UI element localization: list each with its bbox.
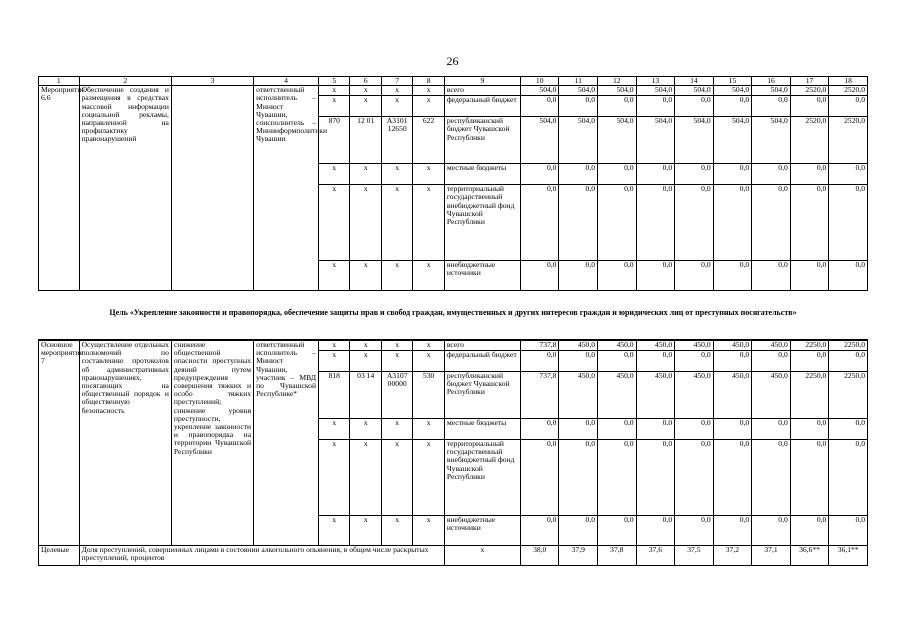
amount-cell: 0,0	[752, 351, 791, 372]
admin-code-cell: x	[319, 86, 350, 96]
expense-type-cell: x	[413, 516, 444, 546]
amount-cell: 450,0	[675, 341, 714, 351]
target-value-cell: 36,1**	[829, 546, 868, 566]
amount-cell: 0,0	[598, 185, 637, 261]
amount-cell: 0,0	[713, 419, 752, 440]
amount-cell: 450,0	[752, 341, 791, 351]
amount-cell: 504,0	[713, 86, 752, 96]
target-label-cell: Целевые	[39, 546, 80, 566]
amount-cell: 0,0	[790, 440, 829, 516]
admin-code-cell: x	[319, 341, 350, 351]
amount-cell: 0,0	[790, 261, 829, 291]
amount-cell: 0,0	[752, 440, 791, 516]
event-name-cell: Осуществление отдельных полномочий по составлению протоколов об административных правонарушениях, посягающих на общественный порядок и общественную безопасность	[79, 341, 171, 546]
section-code-cell: x	[350, 185, 381, 261]
amount-cell: 2520,0	[790, 86, 829, 96]
amount-cell: 2520,0	[829, 117, 868, 164]
amount-cell: 0,0	[675, 440, 714, 516]
amount-cell: 0,0	[675, 164, 714, 185]
amount-cell: 504,0	[559, 86, 598, 96]
amount-cell: 0,0	[752, 185, 791, 261]
target-description-cell: Доля преступлений, совершенных лицами в состоянии алкогольного опьянения, в общем числе раскрытых преступлений, процентов	[79, 546, 444, 566]
page-number: 26	[446, 54, 459, 68]
amount-cell: 504,0	[598, 117, 637, 164]
amount-cell: 0,0	[713, 185, 752, 261]
amount-cell: 504,0	[520, 86, 559, 96]
amount-cell: 0,0	[752, 96, 791, 117]
target-article-cell: А3101 12650	[381, 117, 412, 164]
funding-source-cell: всего	[444, 341, 520, 351]
column-number-cell: 3	[171, 77, 253, 86]
funding-source-cell: территориальный государственный внебюджетный фонд Чувашской Республики	[444, 440, 520, 516]
section-code-cell: x	[350, 419, 381, 440]
amount-cell: 0,0	[598, 351, 637, 372]
column-number-cell: 17	[790, 77, 829, 86]
column-number-cell: 1	[39, 77, 80, 86]
amount-cell: 450,0	[713, 372, 752, 419]
column-number-cell: 18	[829, 77, 868, 86]
target-value-cell: 36,6**	[790, 546, 829, 566]
amount-cell: 0,0	[598, 440, 637, 516]
amount-cell: 0,0	[636, 440, 675, 516]
amount-cell: 0,0	[829, 351, 868, 372]
goal-heading: Цель «Укрепление законности и правопорядка, обеспечение защиты прав и свобод граждан, имущественных и других интересов граждан и юридических лиц от преступных посягательств»	[109, 308, 797, 317]
section-code-cell: x	[350, 351, 381, 372]
column-number-cell: 5	[319, 77, 350, 86]
amount-cell: 0,0	[559, 164, 598, 185]
target-value-cell: 37,1	[752, 546, 791, 566]
amount-cell: 0,0	[520, 351, 559, 372]
event-number-cell: Мероприятие 6.6	[39, 86, 80, 291]
funding-source-cell: федеральный бюджет	[444, 351, 520, 372]
amount-cell: 0,0	[520, 164, 559, 185]
amount-cell: 504,0	[675, 117, 714, 164]
amount-cell: 0,0	[520, 185, 559, 261]
expense-type-cell: x	[413, 261, 444, 291]
amount-cell: 450,0	[713, 341, 752, 351]
amount-cell: 0,0	[829, 261, 868, 291]
admin-code-cell: 870	[319, 117, 350, 164]
admin-code-cell: x	[319, 261, 350, 291]
amount-cell: 0,0	[675, 419, 714, 440]
section-code-cell: x	[350, 516, 381, 546]
amount-cell: 504,0	[598, 86, 637, 96]
target-x-cell: x	[444, 546, 520, 566]
amount-cell: 2250,0	[829, 341, 868, 351]
amount-cell: 0,0	[675, 185, 714, 261]
amount-cell: 450,0	[598, 341, 637, 351]
amount-cell: 0,0	[829, 185, 868, 261]
amount-cell: 0,0	[598, 419, 637, 440]
expense-type-cell: 530	[413, 372, 444, 419]
amount-cell: 450,0	[559, 341, 598, 351]
expense-type-cell: x	[413, 86, 444, 96]
amount-cell: 0,0	[520, 440, 559, 516]
target-value-cell: 38,0	[520, 546, 559, 566]
admin-code-cell: x	[319, 440, 350, 516]
section-code-cell: x	[350, 96, 381, 117]
column-number-cell: 6	[350, 77, 381, 86]
amount-cell: 0,0	[713, 96, 752, 117]
amount-cell: 0,0	[520, 96, 559, 117]
amount-cell: 0,0	[636, 164, 675, 185]
target-article-cell: x	[381, 516, 412, 546]
amount-cell: 450,0	[598, 372, 637, 419]
column-number-cell: 11	[559, 77, 598, 86]
target-article-cell: x	[381, 440, 412, 516]
event-name-cell: Обеспечение создания и размещения в средствах массовой информации социальной рекламы, направленной на профилактику правонарушений	[79, 86, 171, 291]
amount-cell: 0,0	[829, 516, 868, 546]
funding-source-cell: всего	[444, 86, 520, 96]
funding-source-cell: местные бюджеты	[444, 419, 520, 440]
section-code-cell: x	[350, 164, 381, 185]
funding-source-cell: территориальный государственный внебюджетный фонд Чувашской Республики	[444, 185, 520, 261]
funding-source-cell: республиканский бюджет Чувашской Республики	[444, 117, 520, 164]
amount-cell: 0,0	[675, 516, 714, 546]
amount-cell: 0,0	[829, 164, 868, 185]
amount-cell: 504,0	[636, 117, 675, 164]
amount-cell: 2250,0	[790, 372, 829, 419]
amount-cell: 0,0	[829, 419, 868, 440]
expense-type-cell: 622	[413, 117, 444, 164]
column-number-cell: 13	[636, 77, 675, 86]
amount-cell: 0,0	[598, 96, 637, 117]
program-table-2	[38, 340, 868, 566]
program-table-1	[38, 76, 868, 291]
funding-source-cell: внебюджетные источники	[444, 516, 520, 546]
amount-cell: 0,0	[790, 96, 829, 117]
amount-cell: 504,0	[675, 86, 714, 96]
section-code-cell: x	[350, 86, 381, 96]
column-number-cell: 14	[675, 77, 714, 86]
target-indicator-row	[39, 546, 868, 566]
amount-cell: 0,0	[598, 164, 637, 185]
admin-code-cell: x	[319, 164, 350, 185]
amount-cell: 2520,0	[829, 86, 868, 96]
amount-cell: 0,0	[520, 419, 559, 440]
column-number-cell: 10	[520, 77, 559, 86]
amount-cell: 0,0	[559, 261, 598, 291]
amount-cell: 0,0	[675, 96, 714, 117]
amount-cell: 0,0	[790, 164, 829, 185]
expense-type-cell: x	[413, 185, 444, 261]
amount-cell: 504,0	[752, 117, 791, 164]
target-article-cell: x	[381, 419, 412, 440]
amount-cell: 737,8	[520, 372, 559, 419]
section-code-cell: x	[350, 261, 381, 291]
amount-cell: 0,0	[636, 96, 675, 117]
amount-cell: 0,0	[675, 351, 714, 372]
executor-cell: ответственный исполнитель – Минюст Чувашии, соисполнитель – Мининформполитики Чувашии	[254, 86, 319, 291]
column-number-cell: 16	[752, 77, 791, 86]
event-number-cell: Основное мероприятие 7	[39, 341, 80, 546]
amount-cell: 737,8	[520, 341, 559, 351]
target-article-cell: x	[381, 164, 412, 185]
amount-cell: 0,0	[559, 96, 598, 117]
column-number-cell: 8	[413, 77, 444, 86]
column-number-cell: 7	[381, 77, 412, 86]
target-article-cell: x	[381, 96, 412, 117]
amount-cell: 2250,0	[829, 372, 868, 419]
amount-cell: 0,0	[752, 419, 791, 440]
amount-cell: 0,0	[752, 164, 791, 185]
target-article-cell: x	[381, 86, 412, 96]
section-code-cell: 03 14	[350, 372, 381, 419]
amount-cell: 0,0	[790, 351, 829, 372]
amount-cell: 2520,0	[790, 117, 829, 164]
admin-code-cell: x	[319, 185, 350, 261]
expense-type-cell: x	[413, 419, 444, 440]
amount-cell: 0,0	[559, 185, 598, 261]
amount-cell: 0,0	[790, 185, 829, 261]
amount-cell: 450,0	[636, 341, 675, 351]
amount-cell: 504,0	[752, 86, 791, 96]
target-article-cell: x	[381, 341, 412, 351]
funding-source-cell: местные бюджеты	[444, 164, 520, 185]
target-value-cell: 37,9	[559, 546, 598, 566]
admin-code-cell: x	[319, 516, 350, 546]
target-article-cell: x	[381, 351, 412, 372]
amount-cell: 0,0	[713, 261, 752, 291]
admin-code-cell: x	[319, 419, 350, 440]
amount-cell: 0,0	[636, 351, 675, 372]
admin-code-cell: 818	[319, 372, 350, 419]
table-row	[39, 86, 868, 96]
expense-type-cell: x	[413, 164, 444, 185]
amount-cell: 0,0	[559, 351, 598, 372]
amount-cell: 0,0	[713, 351, 752, 372]
expense-type-cell: x	[413, 96, 444, 117]
section-code-cell: 12 01	[350, 117, 381, 164]
amount-cell: 0,0	[829, 440, 868, 516]
expense-type-cell: x	[413, 341, 444, 351]
amount-cell: 504,0	[559, 117, 598, 164]
target-value-cell: 37,6	[636, 546, 675, 566]
amount-cell: 450,0	[752, 372, 791, 419]
table-row	[39, 341, 868, 351]
amount-cell: 0,0	[520, 516, 559, 546]
amount-cell: 450,0	[675, 372, 714, 419]
target-article-cell: x	[381, 185, 412, 261]
amount-cell: 0,0	[713, 516, 752, 546]
column-number-cell: 9	[444, 77, 520, 86]
amount-cell: 0,0	[790, 516, 829, 546]
column-number-cell: 2	[79, 77, 171, 86]
amount-cell: 0,0	[598, 516, 637, 546]
amount-cell: 0,0	[752, 516, 791, 546]
amount-cell: 0,0	[713, 440, 752, 516]
amount-cell: 504,0	[520, 117, 559, 164]
amount-cell: 0,0	[675, 261, 714, 291]
column-number-cell: 15	[713, 77, 752, 86]
amount-cell: 450,0	[636, 372, 675, 419]
expense-type-cell: x	[413, 351, 444, 372]
amount-cell: 0,0	[790, 419, 829, 440]
amount-cell: 0,0	[829, 96, 868, 117]
amount-cell: 0,0	[559, 516, 598, 546]
amount-cell: 0,0	[559, 419, 598, 440]
column-number-cell: 12	[598, 77, 637, 86]
funding-source-cell: внебюджетные источники	[444, 261, 520, 291]
executor-cell: ответственный исполнитель – Минюст Чувашии, участник – МВД по Чувашской Республике*	[254, 341, 319, 546]
target-value-cell: 37,5	[675, 546, 714, 566]
amount-cell: 0,0	[520, 261, 559, 291]
amount-cell: 0,0	[636, 419, 675, 440]
amount-cell: 450,0	[559, 372, 598, 419]
column-number-cell: 4	[254, 77, 319, 86]
amount-cell: 0,0	[598, 261, 637, 291]
amount-cell: 504,0	[713, 117, 752, 164]
amount-cell: 0,0	[713, 164, 752, 185]
event-task-cell: снижение общественной опасности преступных деяний путем предупреждения совершения тяжких и особо тяжких преступлений; снижение уровня преступности, укрепление законности и правопорядка на территории Чувашской Республики	[171, 341, 253, 546]
amount-cell: 0,0	[559, 440, 598, 516]
amount-cell: 0,0	[752, 261, 791, 291]
amount-cell: 0,0	[636, 516, 675, 546]
target-value-cell: 37,2	[713, 546, 752, 566]
amount-cell: 504,0	[636, 86, 675, 96]
amount-cell: 0,0	[636, 261, 675, 291]
expense-type-cell: x	[413, 440, 444, 516]
section-code-cell: x	[350, 341, 381, 351]
amount-cell: 2250,0	[790, 341, 829, 351]
funding-source-cell: федеральный бюджет	[444, 96, 520, 117]
target-article-cell: x	[381, 261, 412, 291]
admin-code-cell: x	[319, 351, 350, 372]
amount-cell: 0,0	[636, 185, 675, 261]
funding-source-cell: республиканский бюджет Чувашской Республики	[444, 372, 520, 419]
target-value-cell: 37,8	[598, 546, 637, 566]
event-task-cell	[171, 86, 253, 291]
admin-code-cell: x	[319, 96, 350, 117]
target-article-cell: А3107 00000	[381, 372, 412, 419]
section-code-cell: x	[350, 440, 381, 516]
